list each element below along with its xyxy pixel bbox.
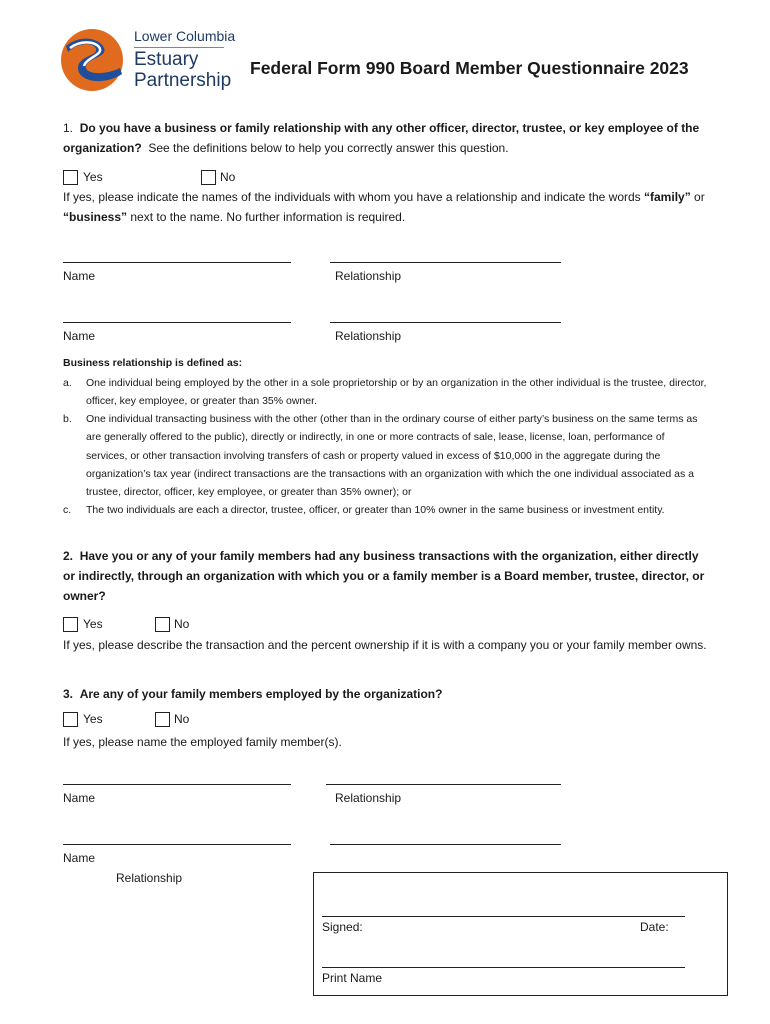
q2-number: 2. bbox=[63, 549, 74, 563]
definition-marker-b: b. bbox=[63, 413, 72, 425]
q3-no-label: No bbox=[174, 712, 190, 726]
q3-instruction: If yes, please name the employed family member(s). bbox=[63, 735, 342, 749]
q1-note: See the definitions below to help you correctly answer this question. bbox=[148, 141, 509, 155]
q3-text: Are any of your family members employed by the organization? bbox=[79, 687, 443, 701]
q2-no-checkbox[interactable] bbox=[155, 617, 170, 632]
q1-name-line-2[interactable] bbox=[63, 322, 291, 323]
definition-item-b bbox=[63, 410, 708, 502]
q3-relationship-label-1: Relationship bbox=[335, 791, 402, 805]
q2-instruction: If yes, please describe the transaction and the percent ownership if it is with a company you or your family member owns. bbox=[63, 638, 707, 652]
logo-text-line1: Lower Columbia bbox=[134, 28, 236, 44]
q3-name-label-1: Name bbox=[63, 791, 96, 805]
q3-number: 3. bbox=[63, 687, 74, 701]
definition-text-c: The two individuals are each a director, trustee, officer, or greater than 10% owner in the same business or investment entity. bbox=[86, 504, 665, 516]
q2-no-label: No bbox=[174, 617, 190, 631]
q3-name-label-2: Name bbox=[63, 851, 96, 865]
q2-yes-label: Yes bbox=[83, 617, 103, 631]
q3-yes-checkbox[interactable] bbox=[63, 712, 78, 727]
logo-text-line3: Partnership bbox=[134, 70, 232, 91]
q3-yes-label: Yes bbox=[83, 712, 103, 726]
q1-name-line-1[interactable] bbox=[63, 262, 291, 263]
signed-label: Signed: bbox=[322, 920, 363, 934]
q1-word-family: “family” bbox=[644, 190, 691, 204]
question-2 bbox=[63, 546, 708, 606]
q1-name-label-2: Name bbox=[63, 329, 96, 343]
q1-word-or: or bbox=[694, 190, 705, 204]
q3-relationship-line-2[interactable] bbox=[330, 844, 561, 845]
definition-text-a: One individual being employed by the other in a sole proprietorship or by an organization in the other individual is the trustee, director, officer, key employee, or greater than 35% owner. bbox=[86, 377, 707, 408]
definition-marker-a: a. bbox=[63, 377, 72, 389]
form-title: Federal Form 990 Board Member Questionnaire 2023 bbox=[250, 58, 689, 78]
q1-instruction-start: If yes, please indicate the names of the individuals with whom you have a relationship and indicate the words bbox=[63, 190, 641, 204]
definition-item-a bbox=[63, 374, 708, 411]
logo-text-line2: Estuary bbox=[134, 49, 199, 70]
definition-text-b: One individual transacting business with the other (other than in the ordinary course of either party’s business on the same terms as are generally offered to the public), directly or indirectly, in one or more contracts of sale, lease, license, loan, performance of services, or other transaction involving transfers of cash or property valued in excess of $10,000 in the aggregate during the organization’s tax year (indirect transactions are the transactions with an organization with which the one individual associated as a trustee, director, officer, key employee, or greater than 35% owner); or bbox=[86, 413, 698, 499]
q1-yes-checkbox[interactable] bbox=[63, 170, 78, 185]
q1-no-label: No bbox=[220, 170, 236, 184]
q1-relationship-line-1[interactable] bbox=[330, 262, 561, 263]
q2-answer-row bbox=[63, 617, 263, 633]
question-1 bbox=[63, 118, 708, 158]
q2-text: Have you or any of your family members had any business transactions with the organization, either directly or indirectly, through an organization with which you or a family member is a Board member, trustee, director, or owner? bbox=[63, 549, 705, 603]
q2-yes-checkbox[interactable] bbox=[63, 617, 78, 632]
q1-name-label-1: Name bbox=[63, 269, 96, 283]
q1-relationship-line-2[interactable] bbox=[330, 322, 561, 323]
q1-relationship-label-1: Relationship bbox=[335, 269, 402, 283]
question-3 bbox=[63, 684, 708, 704]
definition-item-c bbox=[63, 501, 708, 538]
definitions-heading: Business relationship is defined as: bbox=[63, 357, 243, 369]
q3-name-line-2[interactable] bbox=[63, 844, 291, 845]
q1-number: 1. bbox=[63, 121, 74, 135]
date-label: Date: bbox=[640, 920, 669, 934]
q3-no-checkbox[interactable] bbox=[155, 712, 170, 727]
q1-yes-label: Yes bbox=[83, 170, 103, 184]
q3-name-line-1[interactable] bbox=[63, 784, 291, 785]
q1-relationship-label-2: Relationship bbox=[335, 329, 402, 343]
q3-relationship-line-1[interactable] bbox=[326, 784, 561, 785]
q1-word-business: “business” bbox=[63, 210, 128, 224]
q1-text: Do you have a business or family relationship with any other officer, director, trustee, or key employee of the organization? bbox=[63, 121, 700, 155]
q1-no-checkbox[interactable] bbox=[201, 170, 216, 185]
q3-relationship-label-2: Relationship bbox=[116, 871, 183, 885]
q1-instruction-end: next to the name. No further information is required. bbox=[130, 210, 406, 224]
q1-answer-row bbox=[63, 170, 263, 186]
estuary-partnership-logo-icon bbox=[60, 24, 124, 94]
print-name-line[interactable] bbox=[322, 967, 685, 968]
q3-answer-row bbox=[63, 712, 263, 728]
q1-instruction bbox=[63, 187, 708, 227]
logo-divider bbox=[134, 47, 224, 48]
print-name-label: Print Name bbox=[322, 971, 383, 985]
definition-marker-c: c. bbox=[63, 504, 72, 516]
signature-line[interactable] bbox=[322, 916, 685, 917]
